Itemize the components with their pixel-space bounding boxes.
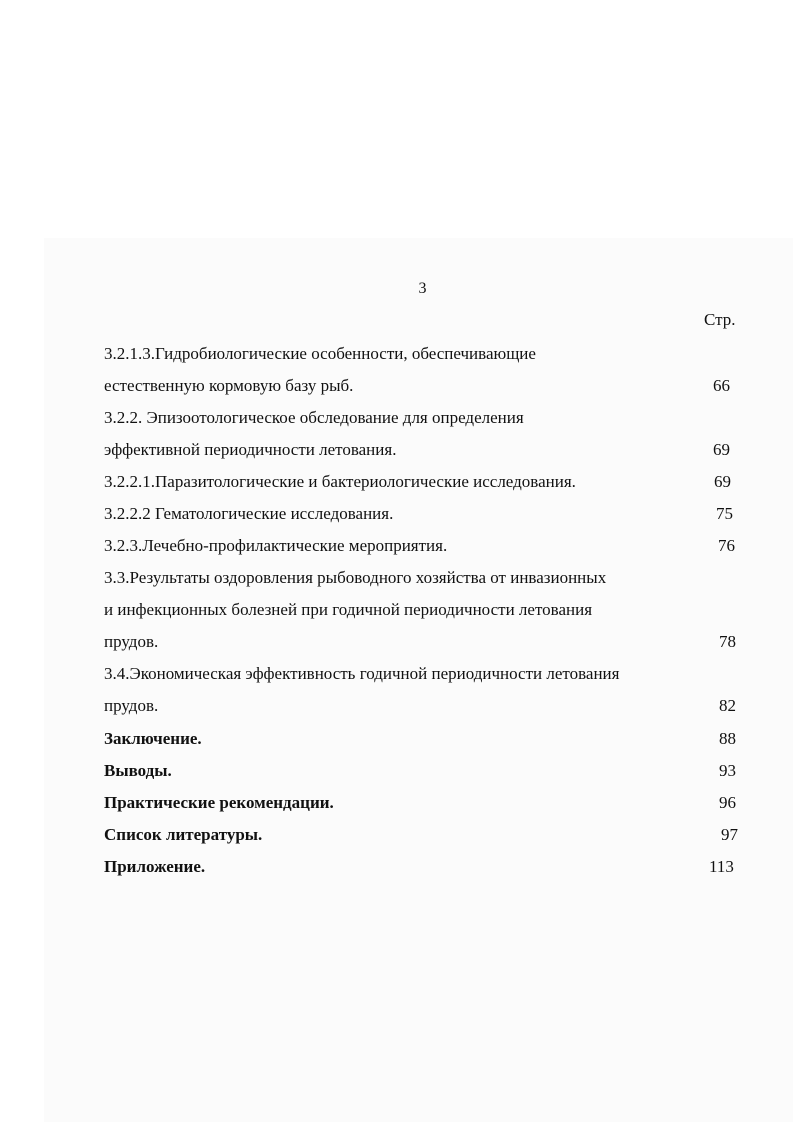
toc-entry-page: 88 xyxy=(719,729,736,748)
toc-entry-text: Практические рекомендации. xyxy=(104,793,334,812)
toc-entry-text: 3.2.2.1.Паразитологические и бактериологические исследования. xyxy=(104,472,576,491)
toc-entry-text: прудов. xyxy=(104,696,159,715)
toc-entry-text: 3.2.3.Лечебно-профилактические мероприятия. xyxy=(104,536,448,555)
toc-entry-page: 97 xyxy=(721,825,738,844)
toc-entry-page: 96 xyxy=(719,793,736,812)
toc-entry-text: прудов. xyxy=(104,632,159,651)
toc-entry-text: 3.2.2.2 Гематологические исследования. xyxy=(104,504,394,523)
toc-entry-page: 69 xyxy=(714,472,731,491)
toc-entry-page: 76 xyxy=(718,536,735,555)
toc-entry-text: эффективной периодичности летования. xyxy=(104,440,397,459)
pages-column-header: Стр. xyxy=(704,310,736,329)
toc-entry-page: 113 xyxy=(709,857,734,876)
toc-entry-page: 78 xyxy=(719,632,736,651)
toc-entry-page: 75 xyxy=(716,504,733,523)
toc-entry-page: 69 xyxy=(713,440,730,459)
toc-entry-text: Выводы. xyxy=(104,761,172,780)
toc-entry-text: 3.4.Экономическая эффективность годичной периодичности летования xyxy=(104,664,620,683)
toc-entry-text: и инфекционных болезней при годичной периодичности летования xyxy=(104,600,593,619)
toc-entry-text: 3.3.Результаты оздоровления рыбоводного хозяйства от инвазионных xyxy=(104,568,607,587)
toc-entry-text: Список литературы. xyxy=(104,825,263,844)
toc-entry-text: естественную кормовую базу рыб. xyxy=(104,376,354,395)
toc-entry-text: 3.2.1.3.Гидробиологические особенности, обеспечивающие xyxy=(104,344,536,363)
toc-entry-text: Приложение. xyxy=(104,857,206,876)
toc-entry-page: 93 xyxy=(719,761,736,780)
toc-entry-page: 82 xyxy=(719,696,736,715)
toc-entry-page: 66 xyxy=(713,376,730,395)
page-number: 3 xyxy=(418,280,427,297)
toc-entry-text: 3.2.2. Эпизоотологическое обследование для определения xyxy=(104,408,524,427)
toc-entry-text: Заключение. xyxy=(104,729,202,748)
